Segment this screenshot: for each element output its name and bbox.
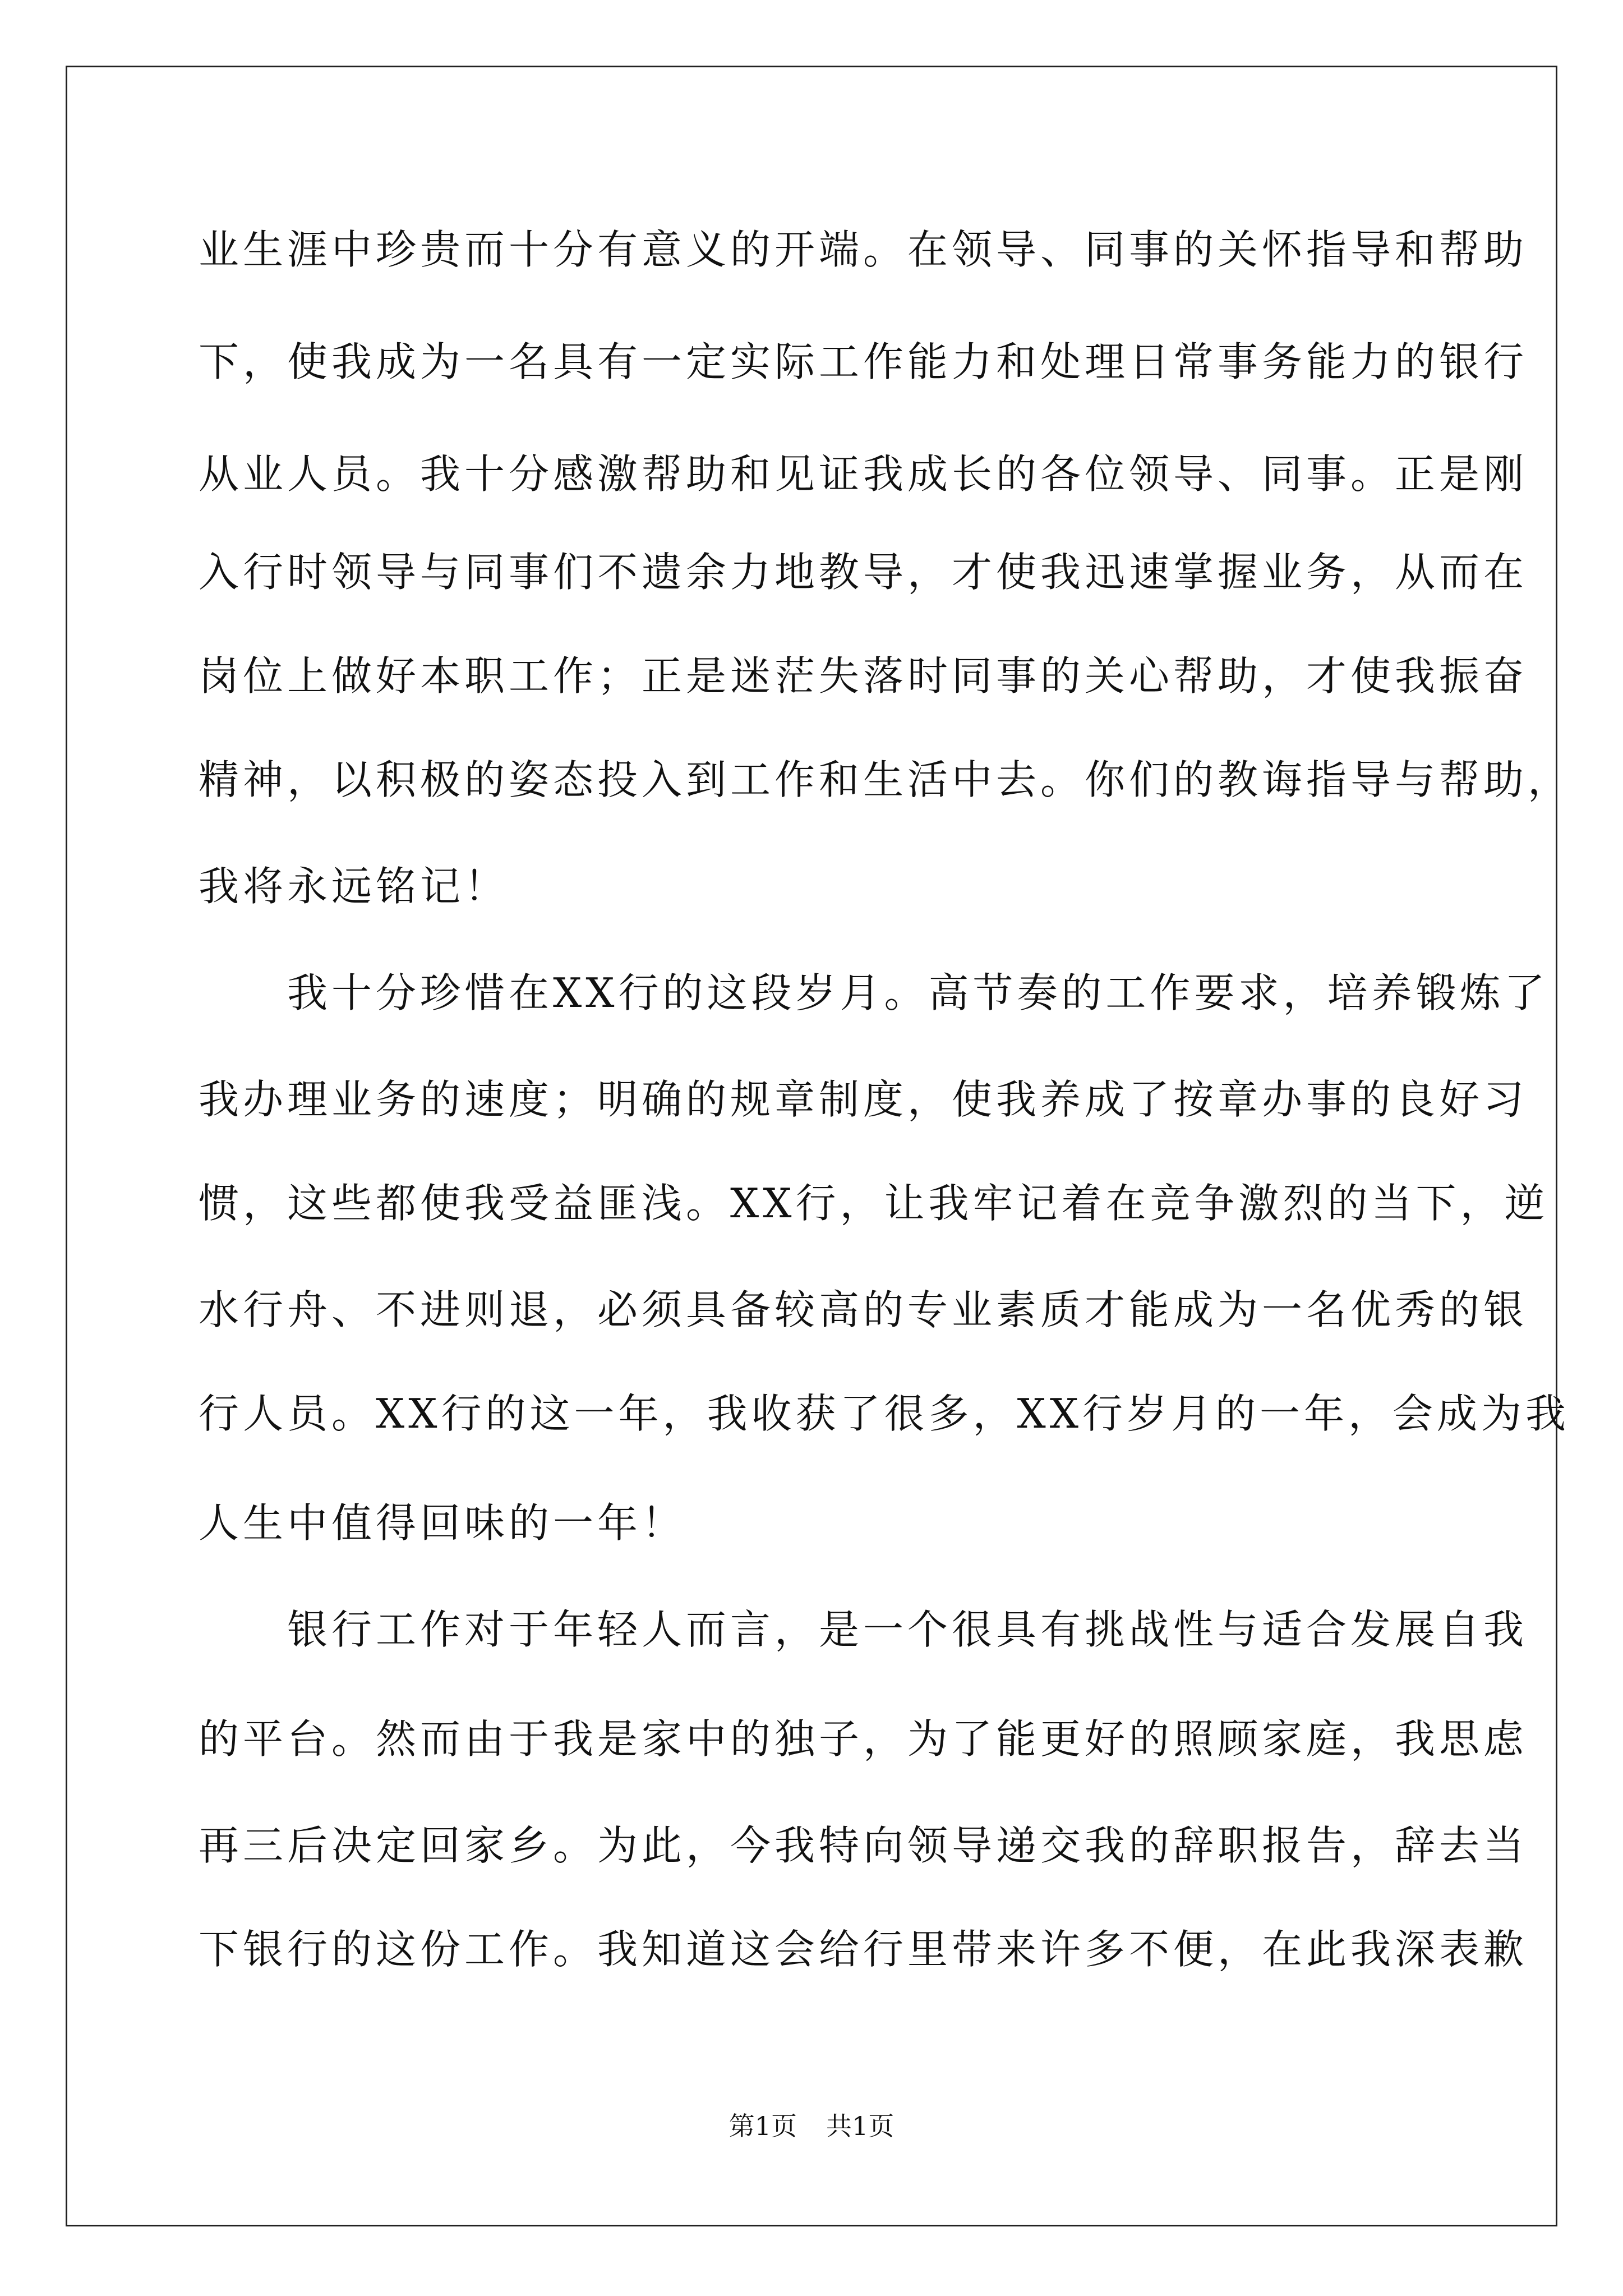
- body-line: 业生涯中珍贵而十分有意义的开端。在领导、同事的关怀指导和帮助: [199, 226, 1528, 273]
- body-line: 行人员。XX行的这一年，我收获了很多，XX行岁月的一年，会成为我: [199, 1390, 1570, 1437]
- body-line: 我将永远铭记！: [199, 863, 509, 910]
- body-line: 下，使我成为一名具有一定实际工作能力和处理日常事务能力的银行: [199, 338, 1528, 385]
- body-line: 水行舟、不进则退，必须具备较高的专业素质才能成为一名优秀的银: [199, 1286, 1528, 1333]
- page-total: 共1页: [826, 2111, 895, 2141]
- body-line: 的平台。然而由于我是家中的独子，为了能更好的照顾家庭，我思虑: [199, 1715, 1528, 1763]
- body-line: 我十分珍惜在XX行的这段岁月。高节奏的工作要求，培养锻炼了: [199, 969, 1549, 1016]
- body-line: 精神，以积极的姿态投入到工作和生活中去。你们的教诲指导与帮助，: [199, 756, 1573, 803]
- body-line: 再三后决定回家乡。为此，今我特向领导递交我的辞职报告，辞去当: [199, 1822, 1528, 1869]
- body-line: 入行时领导与同事们不遗余力地教导，才使我迅速掌握业务，从而在: [199, 549, 1528, 596]
- body-line: 从业人员。我十分感激帮助和见证我成长的各位领导、同事。正是刚: [199, 450, 1528, 498]
- page-number: 第1页: [728, 2111, 797, 2141]
- body-line: 下银行的这份工作。我知道这会给行里带来许多不便，在此我深表歉: [199, 1926, 1528, 1973]
- body-line: 惯，这些都使我受益匪浅。XX行，让我牢记着在竞争激烈的当下，逆: [199, 1180, 1549, 1227]
- body-line: 银行工作对于年轻人而言，是一个很具有挑战性与适合发展自我: [199, 1606, 1528, 1653]
- body-line: 人生中值得回味的一年！: [199, 1499, 686, 1547]
- body-line: 我办理业务的速度；明确的规章制度，使我养成了按章办事的良好习: [199, 1076, 1528, 1123]
- body-line: 岗位上做好本职工作；正是迷茫失落时同事的关心帮助，才使我振奋: [199, 652, 1528, 700]
- page-footer: [0, 2109, 1623, 2143]
